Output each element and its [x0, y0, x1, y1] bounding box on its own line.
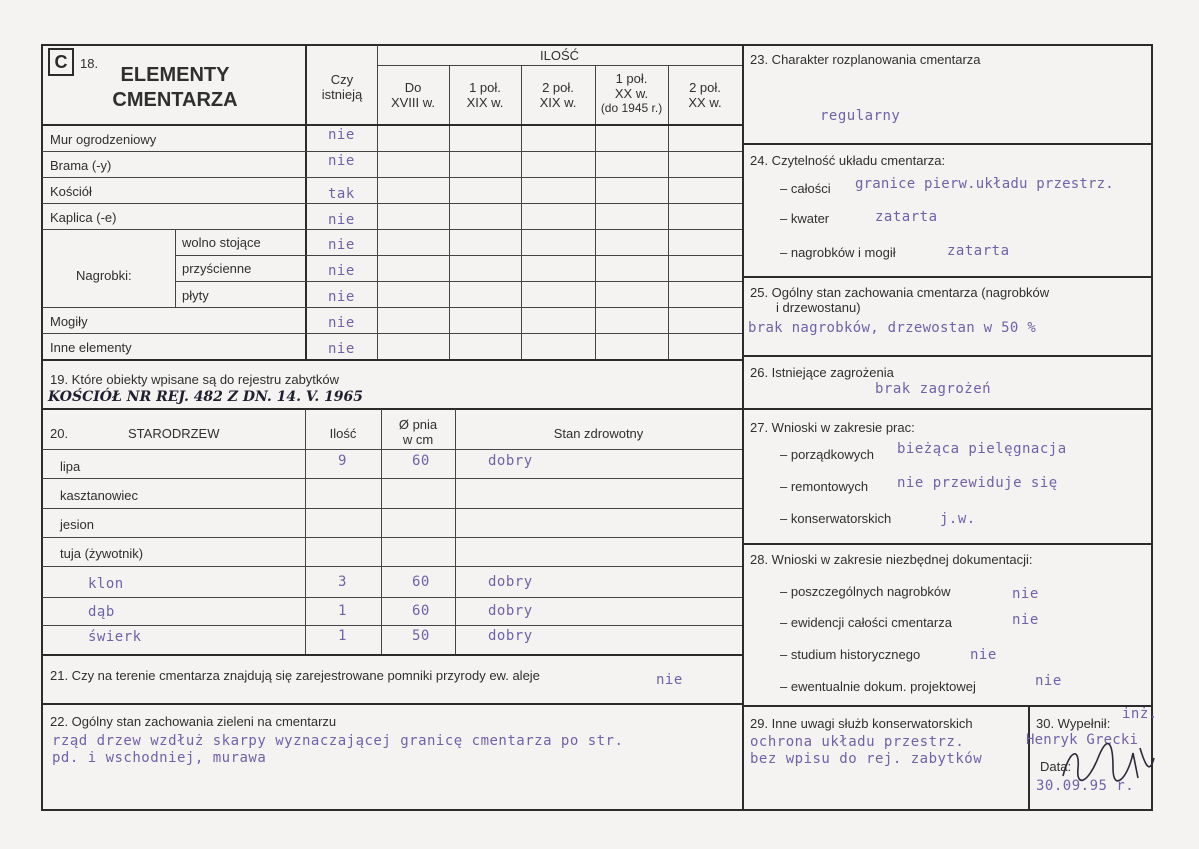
section-18-number: 18. [80, 56, 99, 71]
grid-line [42, 333, 742, 334]
col-czy-label: Czy [330, 72, 354, 87]
grid-line [42, 478, 742, 479]
grid-line [742, 705, 1153, 707]
tree-stan: dobry [488, 603, 533, 619]
grid-line [742, 355, 1153, 357]
s24-calosci-value: granice pierw.układu przestrz. [855, 176, 1114, 192]
element-row-label: płyty [182, 288, 209, 303]
s24-kwater-value: zatarta [875, 209, 938, 225]
section-25-label-cont: i drzewostanu) [776, 300, 861, 315]
tree-ilosc: 3 [338, 574, 347, 590]
s27-rem-label: – remontowych [780, 479, 869, 494]
ilosc-label: ILOŚĆ [539, 48, 579, 63]
s27-rem-value: nie przewiduje się [897, 475, 1058, 491]
element-row-value: nie [328, 289, 355, 305]
grid-line [742, 543, 1153, 545]
grid-line [42, 229, 742, 230]
s28-a-label: – poszczególnych nagrobków [780, 584, 951, 599]
element-row-label: przyścienne [182, 261, 252, 276]
s20-col-pnia: Ø pnia [398, 417, 438, 432]
s20-col-stan: Stan zdrowotny [553, 426, 644, 441]
grid-line [377, 65, 742, 66]
period-label: XIX w. [539, 95, 577, 110]
grid-line [42, 625, 742, 626]
s24-kwater-label: – kwater [780, 211, 830, 226]
section-29-line2: bez wpisu do rej. zabytków [750, 751, 983, 767]
grid-line [42, 124, 742, 126]
element-row-label: Inne elementy [50, 340, 132, 355]
grid-line [742, 276, 1153, 278]
period-label: XX w. [614, 86, 649, 101]
col-istnieja-label: istnieją [321, 87, 363, 102]
s28-d-value: nie [1035, 673, 1062, 689]
section-20-title: STARODRZEW [128, 426, 220, 441]
element-row-label: Mur ogrodzeniowy [50, 132, 157, 147]
tree-pien: 60 [412, 453, 430, 469]
s27-kons-label: – konserwatorskich [780, 511, 892, 526]
section-26-label: 26. Istniejące zagrożenia [750, 365, 894, 380]
element-row-value: nie [328, 153, 355, 169]
section-25-label: 25. Ogólny stan zachowania cmentarza (nagrobków [750, 285, 1050, 300]
s28-b-value: nie [1012, 612, 1039, 628]
grid-line [42, 566, 742, 567]
period-label: 2 poł. [542, 80, 574, 95]
grid-line [742, 143, 1153, 145]
section-26-value: brak zagrożeń [875, 381, 992, 397]
section-22-line1: rząd drzew wzdłuż skarpy wyznaczającej granicę cmentarza po str. [52, 733, 624, 749]
tree-stan: dobry [488, 628, 533, 644]
section-23-value: regularny [820, 108, 901, 124]
period-label: Do [404, 80, 422, 95]
tree-pien: 60 [412, 603, 430, 619]
s28-c-value: nie [970, 647, 997, 663]
s27-porz-value: bieżąca pielęgnacja [897, 441, 1067, 457]
section-19-handwritten: KOŚCIÓŁ NR REJ. 482 Z DN. 14. V. 1965 [48, 389, 364, 405]
s27-kons-value: j.w. [940, 511, 976, 527]
section-20-number: 20. [50, 426, 69, 441]
element-row-value: nie [328, 237, 355, 253]
section-18-title-line2: CMENTARZA [112, 89, 238, 111]
element-row-value: nie [328, 315, 355, 331]
nagrobki-label: Nagrobki: [76, 268, 132, 283]
period-label: 2 poł. [689, 80, 721, 95]
section-30-title: inż. [1122, 706, 1158, 722]
section-19-label: 19. Które obiekty wpisane są do rejestru zabytków [50, 372, 340, 387]
tree-pien: 50 [412, 628, 430, 644]
section-24-label: 24. Czytelność układu cmentarza: [750, 153, 946, 168]
tree-ilosc: 9 [338, 453, 347, 469]
tree-ilosc: 1 [338, 603, 347, 619]
section-25-value: brak nagrobków, drzewostan w 50 % [748, 320, 1037, 336]
section-29-line1: ochrona układu przestrz. [750, 734, 965, 750]
section-21-value: nie [656, 672, 683, 688]
grid-line [42, 203, 742, 204]
form-badge: C [48, 48, 74, 76]
grid-line [455, 409, 456, 654]
element-row-label: Mogiły [50, 314, 88, 329]
element-row-value: tak [328, 186, 355, 202]
tree-name: klon [88, 576, 124, 592]
element-row-value: nie [328, 127, 355, 143]
section-22-label: 22. Ogólny stan zachowania zieleni na cmentarzu [50, 714, 337, 729]
signature-scribble [1058, 738, 1158, 788]
grid-line [42, 177, 742, 178]
grid-line [175, 255, 742, 256]
section-22-line2: pd. i wschodniej, murawa [52, 750, 267, 766]
grid-line [42, 449, 742, 450]
period-label: XVIII w. [390, 95, 436, 110]
s24-nagrobkow-label: – nagrobków i mogił [780, 245, 896, 260]
s24-calosci-label: – całości [780, 181, 831, 196]
grid-line [1028, 706, 1030, 810]
period-label: 1 poł. [469, 80, 501, 95]
grid-line [42, 359, 742, 361]
tree-stan: dobry [488, 574, 533, 590]
tree-name: tuja (żywotnik) [60, 546, 144, 561]
section-21-label: 21. Czy na terenie cmentarza znajdują się zarejestrowane pomniki przyrody ew. aleje [50, 668, 540, 683]
s28-a-value: nie [1012, 586, 1039, 602]
element-row-label: Kaplica (-e) [50, 210, 117, 225]
section-30-label: 30. Wypełnił: [1036, 716, 1111, 731]
grid-line [742, 408, 1153, 410]
s28-d-label: – ewentualnie dokum. projektowej [780, 679, 976, 694]
grid-line [175, 281, 742, 282]
grid-line [42, 307, 742, 308]
tree-stan: dobry [488, 453, 533, 469]
section-30-data-label: Data: [1040, 759, 1072, 774]
period-label: XIX w. [466, 95, 504, 110]
s24-nagrobkow-value: zatarta [947, 243, 1010, 259]
tree-name: jesion [60, 517, 94, 532]
s28-b-label: – ewidencji całości cmentarza [780, 615, 952, 630]
s20-col-pnia-unit: w cm [402, 432, 434, 447]
section-18-title-line1: ELEMENTY [120, 64, 230, 86]
grid-line [42, 703, 742, 705]
grid-line [42, 151, 742, 152]
period-label: 1 poł. [615, 71, 648, 86]
grid-line [42, 508, 742, 509]
tree-name: świerk [88, 629, 142, 645]
element-row-label: Brama (-y) [50, 158, 112, 173]
section-30-name: Henryk Grecki [1026, 732, 1139, 748]
tree-ilosc: 1 [338, 628, 347, 644]
s20-col-ilosc: Ilość [329, 426, 357, 441]
grid-line [42, 537, 742, 538]
tree-name: dąb [88, 604, 115, 620]
s28-c-label: – studium historycznego [780, 647, 921, 662]
grid-line [42, 597, 742, 598]
section-27-label: 27. Wnioski w zakresie prac: [750, 420, 915, 435]
element-row-label: wolno stojące [182, 235, 261, 250]
grid-line [175, 229, 176, 307]
grid-line [42, 654, 742, 656]
s27-porz-label: – porządkowych [780, 447, 874, 462]
tree-pien: 60 [412, 574, 430, 590]
element-row-value: nie [328, 341, 355, 357]
tree-name: kasztanowiec [60, 488, 139, 503]
tree-name: lipa [60, 459, 81, 474]
period-label: (do 1945 r.) [600, 101, 663, 115]
grid-line [42, 408, 742, 410]
grid-line [305, 409, 306, 654]
section-28-label: 28. Wnioski w zakresie niezbędnej dokumentacji: [750, 552, 1033, 567]
section-30-date: 30.09.95 r. [1036, 778, 1135, 794]
element-row-label: Kościół [50, 184, 92, 199]
period-label: XX w. [688, 95, 722, 110]
section-23-label: 23. Charakter rozplanowania cmentarza [750, 52, 981, 67]
element-row-value: nie [328, 263, 355, 279]
element-row-value: nie [328, 212, 355, 228]
section-29-label: 29. Inne uwagi służb konserwatorskich [750, 716, 973, 731]
